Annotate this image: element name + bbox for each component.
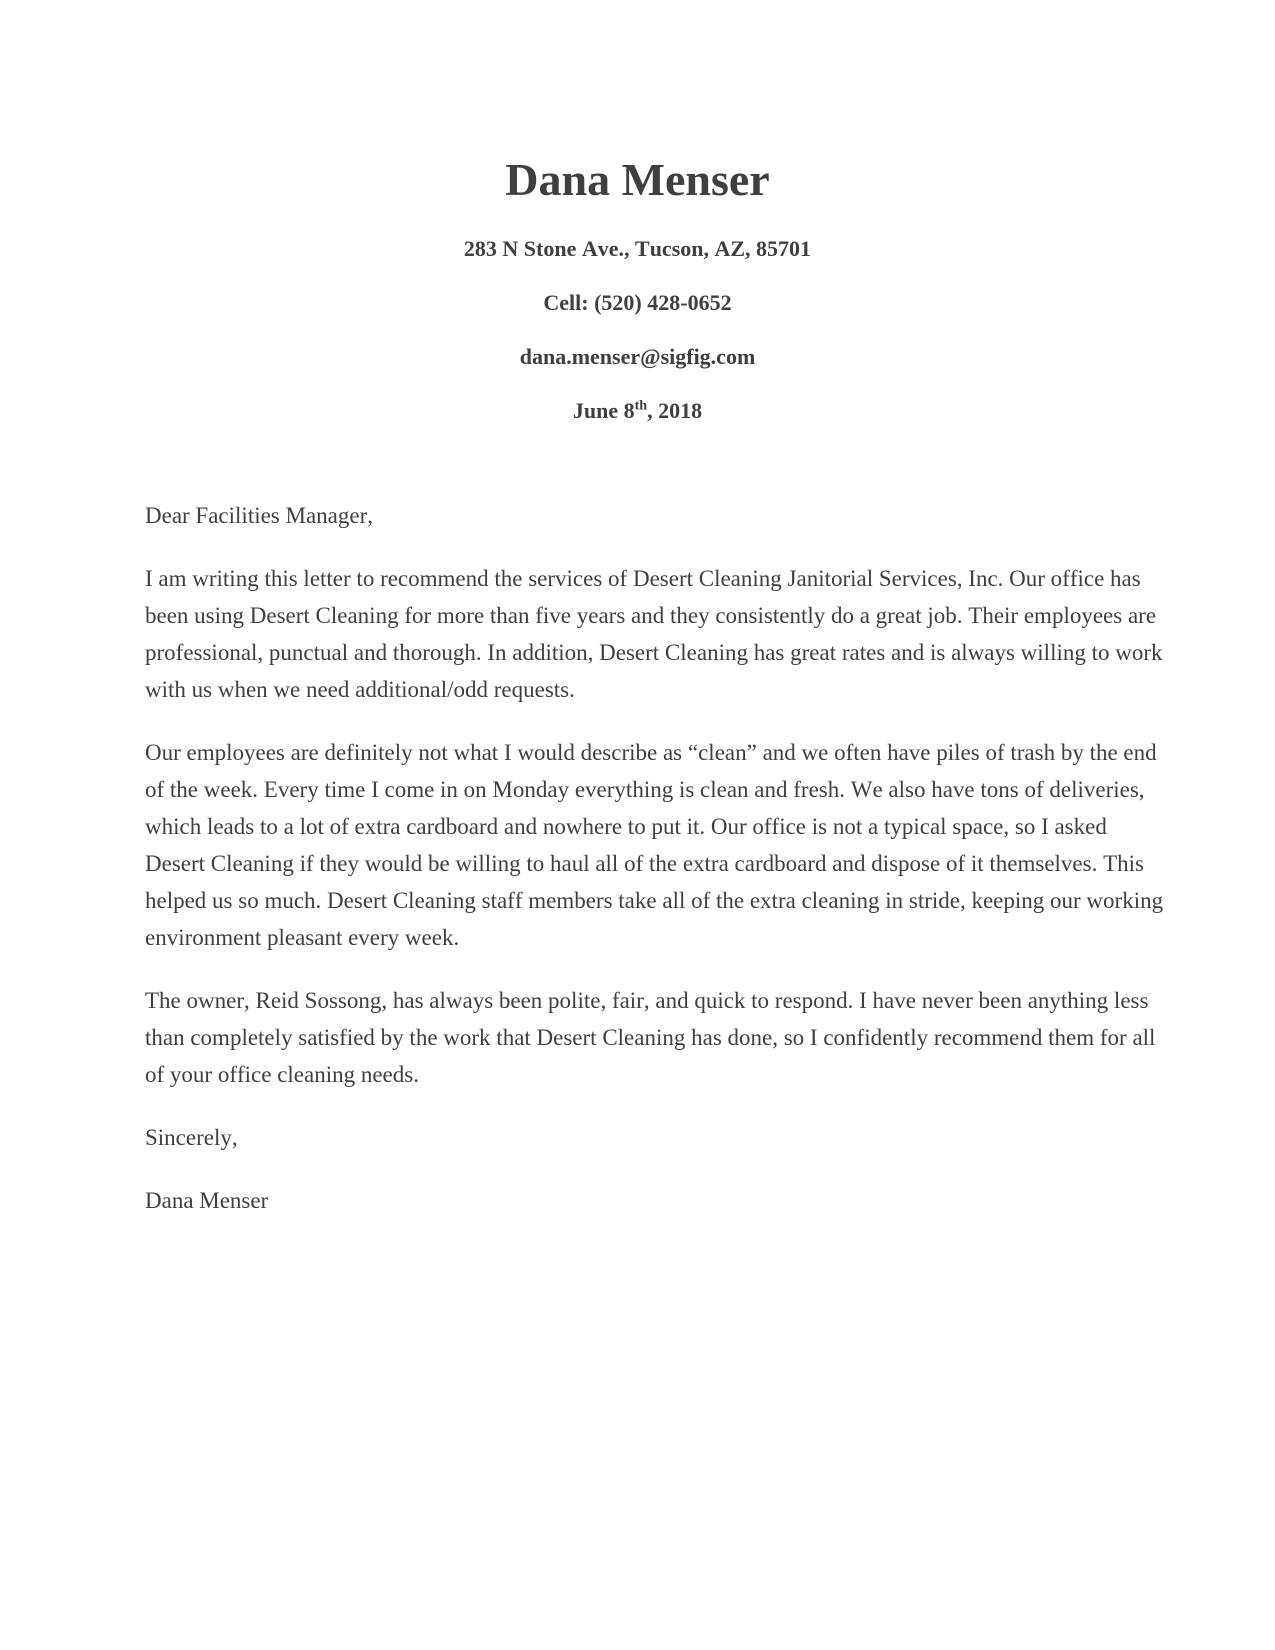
sender-name: Dana Menser — [505, 154, 770, 205]
signature-name: Dana Menser — [145, 1188, 269, 1213]
letter-paragraph-1: I am writing this letter to recommend the services of Desert Cleaning Janitorial Services, Inc. Our office has been using Desert Cleaning for more than five years and they consistently do a great job. Their employees are professional, punctual and thorough. In addition, Desert Cleaning has great rates and is always willing to work with us when we need additional/odd requests. — [145, 566, 1163, 702]
letter-paragraph-3: The owner, Reid Sossong, has always been polite, fair, and quick to respond. I have never been anything less than completely satisfied by the work that Desert Cleaning has done, so I confidently recommend them for all of your office cleaning needs. — [145, 988, 1156, 1087]
date-ordinal-superscript: th — [634, 398, 648, 414]
salutation: Dear Facilities Manager, — [145, 503, 373, 528]
date-day: June 8 — [572, 398, 635, 423]
date-year: , 2018 — [647, 398, 703, 423]
letter-paragraph-2: Our employees are definitely not what I would describe as “clean” and we often have piles of trash by the end of the week. Every time I come in on Monday everything is clean and fresh. We also have tons of deliveries, which leads to a lot of extra cardboard and nowhere to put it. Our office is not a typical space, so I asked Desert Cleaning if they would be willing to haul all of the extra cardboard and dispose of it themselves. This helped us so much. Desert Cleaning staff members take all of the extra cleaning in stride, keeping our working environment pleasant every week. — [145, 740, 1164, 950]
letter-header — [0, 152, 1275, 424]
letter-date — [0, 398, 1275, 424]
sender-phone: Cell: (520) 428-0652 — [543, 290, 732, 315]
letter-body — [145, 497, 1165, 1219]
sender-email: dana.menser@sigfig.com — [519, 344, 756, 369]
closing: Sincerely, — [145, 1125, 238, 1150]
sender-address: 283 N Stone Ave., Tucson, AZ, 85701 — [463, 236, 812, 261]
